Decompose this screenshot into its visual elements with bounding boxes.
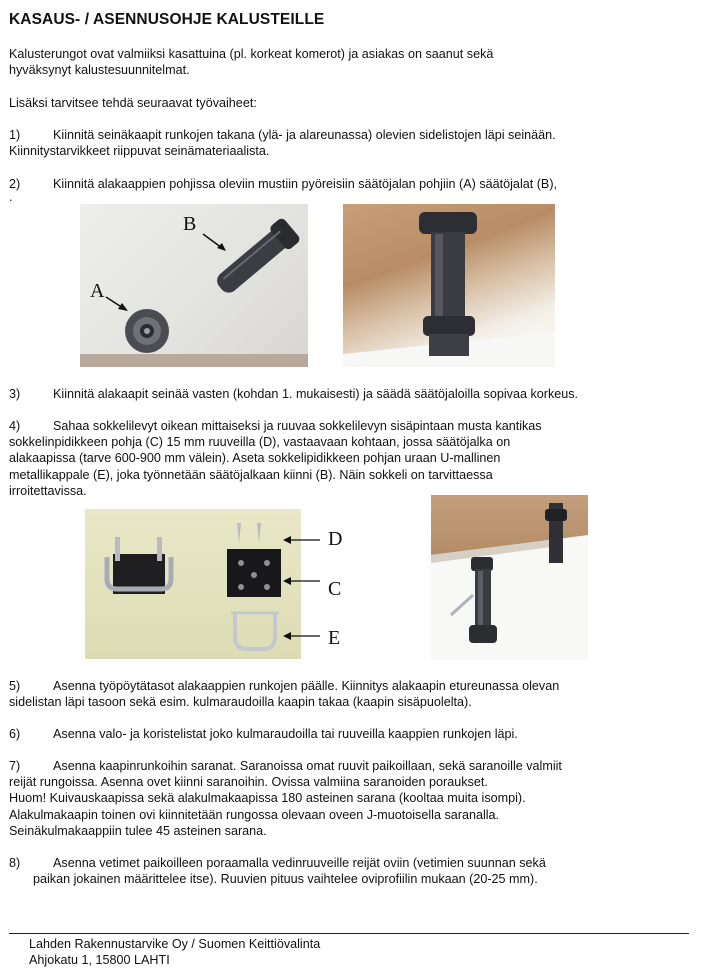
footer-company: Lahden Rakennustarvike Oy / Suomen Keittiövalinta: [29, 937, 321, 951]
intro-line: hyväksynyt kalustesuunnitelmat.: [9, 63, 190, 78]
step-number: 4): [9, 419, 21, 433]
step-number: 8): [9, 856, 21, 870]
lead-text: Lisäksi tarvitsee tehdä seuraavat työvaiheet:: [9, 96, 257, 110]
step-number: 1): [9, 128, 21, 142]
step-number: 2): [9, 177, 21, 191]
step-8: [9, 855, 546, 887]
step-text: Alakulmakaapin toinen ovi kiinnitetään rungossa olevaan oveen J-muotoisella saranalla.: [9, 807, 500, 822]
plinth-holder-illustration: [85, 509, 301, 659]
step-number: 6): [9, 727, 21, 741]
label-c: C: [328, 578, 342, 600]
step-text: reijät rungoissa. Asenna ovet kiinni saranoihin. Ovissa valmiina saranoiden poraukset.: [9, 775, 488, 790]
step-text: sokkelinpidikkeen pohja (C) 15 mm ruuveilla (D), vastaavaan kohtaan, jossa säätöjalka on: [9, 435, 511, 450]
step-5: [9, 678, 559, 710]
step-6: [9, 726, 518, 742]
step-text: Kiinnitä seinäkaapit runkojen takana (ylä- ja alareunassa) olevien sidelistojen läpi seinään.: [53, 128, 556, 142]
step-number: 7): [9, 759, 21, 773]
footer-divider: [9, 933, 689, 934]
step-text: paikan jokainen määrittelee itse). Ruuvien pituus vaihtelee oviprofiilin mukaan (20-25 mm).: [33, 872, 538, 887]
step-text: Asenna valo- ja koristelistat joko kulmaraudoilla tai ruuveilla kaappien runkojen läpi.: [53, 727, 518, 741]
step-1: [9, 127, 556, 159]
step-text: Huom! Kuivauskaapissa sekä alakulmakaapissa 180 asteinen sarana (kooltaa muita isompi).: [9, 791, 526, 806]
photo-adjustable-leg: [343, 204, 555, 367]
step-text: Seinäkulmakaappiin tulee 45 asteinen sarana.: [9, 823, 267, 838]
label-a: A: [90, 280, 105, 302]
installed-plinth-illustration: [431, 495, 588, 660]
label-d: D: [328, 528, 343, 550]
footer-address: Ahjokatu 1, 15800 LAHTI: [29, 953, 170, 967]
callout-arrows: [280, 528, 326, 648]
step-text: irroitettavissa.: [9, 483, 87, 498]
step-7: [9, 758, 562, 839]
photo-plinth-holder-parts: [85, 509, 301, 659]
step-2: [9, 176, 558, 205]
step-text: Sahaa sokkelilevyt oikean mittaiseksi ja ruuvaa sokkelilevyn sisäpintaan musta kantikas: [53, 419, 542, 433]
page-title: KASAUS- / ASENNUSOHJE KALUSTEILLE: [9, 11, 325, 28]
intro-line: Kalusterungot ovat valmiiksi kasattuina (pl. korkeat komerot) ja asiakas on saanut sekä: [9, 47, 494, 61]
intro-paragraph: [9, 46, 493, 78]
photo-foot-base-and-leg: [80, 204, 308, 367]
step-3: [9, 386, 578, 402]
label-e: E: [328, 627, 341, 649]
step-number: 5): [9, 679, 21, 693]
step-number: 3): [9, 387, 21, 401]
step-text: alakaapissa (tarve 600-900 mm välein). Aseta sokkelipidikkeen pohjan uraan U-mallinen: [9, 451, 501, 466]
step-text: Kiinnitystarvikkeet riippuvat seinämateriaalista.: [9, 144, 270, 159]
step-text: sidelistan läpi tasoon sekä esim. kulmaraudoilla kaapin takaa (kaapin sisäpuolelta).: [9, 695, 472, 710]
step-text: Asenna vetimet paikoilleen poraamalla vedinruuveille reijät oviin (vetimien suunnan sekä: [53, 856, 546, 870]
photo-installed-plinth: [431, 495, 588, 660]
step-text: Asenna työpöytätasot alakaappien runkojen päälle. Kiinnitys alakaapin etureunassa olevan: [53, 679, 560, 693]
step-text: Asenna kaapinrunkoihin saranat. Saranoissa omat ruuvit paikoillaan, sekä saranoille valmiit: [53, 759, 562, 773]
step-text: Kiinnitä alakaapit seinää vasten (kohdan 1. mukaisesti) ja säädä säätöjaloilla sopivaa korkeus.: [53, 387, 579, 401]
step-4: [9, 418, 542, 499]
footer: [29, 936, 320, 968]
step-text: .: [9, 190, 13, 205]
label-b: B: [183, 213, 197, 235]
step-text: metallikappale (E), joka työnnetään säätöjalkaan kiinni (B). Näin sokkeli on tarvittaessa: [9, 467, 493, 482]
step-text: Kiinnitä alakaappien pohjissa oleviin mustiin pyöreisiin säätöjalan pohjiin (A) säätöjalat (B),: [53, 177, 558, 191]
adjustable-leg-illustration: [343, 204, 555, 367]
